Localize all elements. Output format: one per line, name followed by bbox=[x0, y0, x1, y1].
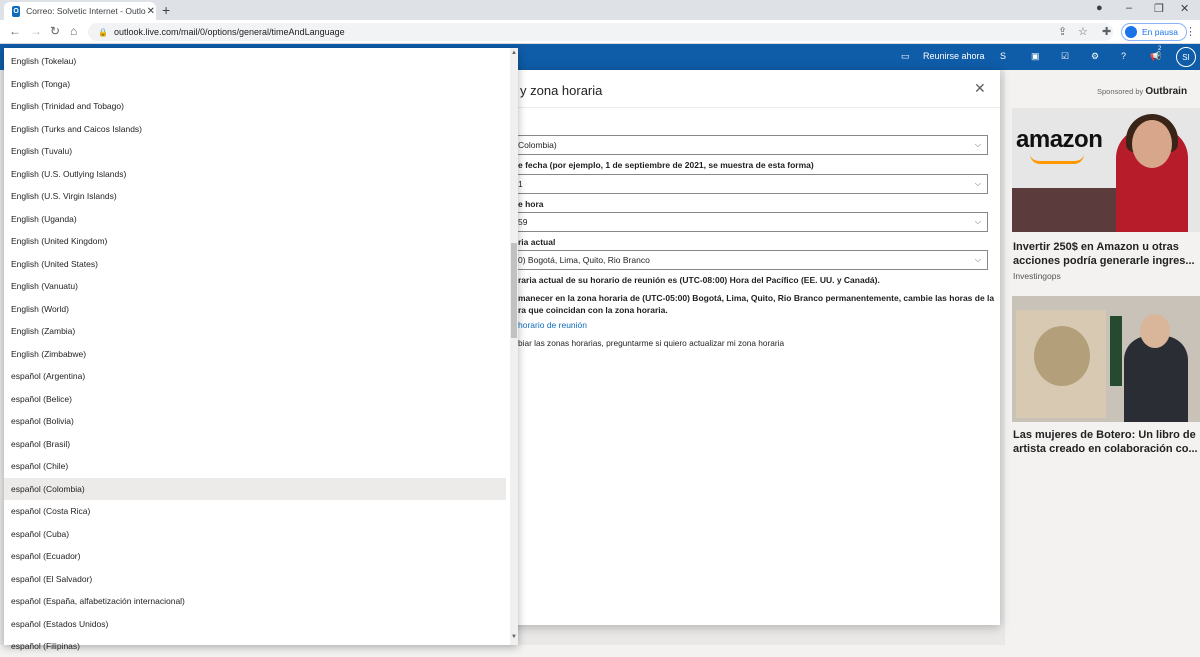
dropdown-option[interactable]: English (United States) bbox=[11, 258, 98, 269]
address-bar[interactable] bbox=[88, 23, 1113, 41]
amazon-smile-icon bbox=[1030, 154, 1084, 164]
time-format-select[interactable]: 59 ⌵ bbox=[506, 212, 988, 232]
amazon-logo: amazon bbox=[1016, 126, 1103, 153]
scroll-down-icon[interactable]: ▼ bbox=[511, 634, 517, 640]
ask-update-option[interactable]: biar las zonas horarias, preguntarme si quiero actualizar mi zona horaria bbox=[518, 338, 785, 348]
dropdown-option[interactable]: English (Tokelau) bbox=[11, 56, 77, 66]
scroll-up-icon[interactable]: ▲ bbox=[511, 50, 517, 56]
url-text: outlook.live.com/mail/0/options/general/timeAndLanguage bbox=[113, 27, 345, 37]
back-arrow-icon[interactable]: ← bbox=[9, 24, 21, 38]
forward-arrow-icon[interactable]: → bbox=[30, 24, 42, 38]
outlook-icon: O bbox=[13, 7, 19, 15]
settings-gear-icon[interactable]: ⚙ bbox=[1091, 51, 1100, 61]
dropdown-option[interactable]: español (España, alfabetización internacional) bbox=[11, 596, 185, 606]
notification-count: 2 bbox=[1158, 46, 1162, 52]
browser-tab-strip bbox=[0, 0, 1200, 20]
my-day-icon[interactable]: ☑ bbox=[1061, 51, 1070, 61]
tab-title: Correo: Solvetic Internet - Outlo bbox=[26, 6, 146, 16]
language-select[interactable]: Colombia) ⌵ bbox=[506, 135, 988, 155]
chevron-down-icon: ⌵ bbox=[974, 179, 981, 188]
stay-timezone-note: manecer en la zona horaria de (UTC-05:00) Bogotá, Lima, Quito, Rio Branco permanentemente, cambie las horas de la bbox=[518, 293, 995, 303]
stay-timezone-note-2: ra que coincidan con la zona horaria. bbox=[518, 305, 668, 315]
meet-now-button[interactable]: Reunirse ahora bbox=[923, 51, 985, 61]
dropdown-option[interactable]: español (Argentina) bbox=[11, 371, 86, 381]
meeting-timezone-note: raria actual de su horario de reunión es (UTC-08:00) Hora del Pacífico (EE. UU. y Canadá). bbox=[518, 275, 880, 285]
dropdown-option[interactable]: English (U.S. Outlying Islands) bbox=[11, 168, 127, 179]
dropdown-option[interactable]: English (World) bbox=[11, 303, 69, 314]
dropdown-option[interactable]: español (Bolivia) bbox=[11, 416, 74, 426]
ad1-title-line2[interactable]: acciones podría generarle ingres... bbox=[1013, 255, 1195, 267]
dropdown-option[interactable]: español (Costa Rica) bbox=[11, 506, 91, 516]
scroll-thumb[interactable] bbox=[511, 243, 517, 338]
bookmark-star-icon[interactable]: ☆ bbox=[1078, 26, 1088, 38]
browser-toolbar bbox=[0, 20, 1200, 44]
close-tab-icon[interactable]: ✕ bbox=[146, 5, 156, 17]
ad2-title-line2[interactable]: artista creado en colaboración co... bbox=[1013, 443, 1198, 455]
meeting-hours-link[interactable]: horario de reunión bbox=[518, 320, 587, 330]
timezone-select[interactable]: 0) Bogotá, Lima, Quito, Rio Branco ⌵ bbox=[506, 250, 988, 270]
date-format-label: e fecha (por ejemplo, 1 de septiembre de 2021, se muestra de esta forma) bbox=[518, 160, 814, 170]
lock-icon: 🔒 bbox=[98, 27, 108, 37]
dropdown-option[interactable]: English (Zambia) bbox=[11, 326, 76, 336]
profile-paused-button[interactable] bbox=[1121, 23, 1187, 41]
dropdown-option[interactable]: English (Tuvalu) bbox=[11, 146, 73, 156]
help-icon[interactable]: ? bbox=[1121, 51, 1127, 61]
extensions-icon[interactable]: ✚ bbox=[1102, 26, 1112, 38]
ad1-source: Investingops bbox=[1013, 271, 1061, 281]
skype-icon[interactable]: S bbox=[1000, 51, 1007, 61]
dropdown-option[interactable]: español (Cuba) bbox=[11, 528, 70, 539]
settings-modal bbox=[506, 70, 1000, 625]
ad2-title[interactable]: Las mujeres de Botero: Un libro de bbox=[1013, 429, 1196, 441]
chrome-menu-icon[interactable]: ⋮ bbox=[1185, 26, 1196, 38]
dropdown-option[interactable]: español (Filipinas) bbox=[11, 641, 80, 651]
ad-image-botero[interactable] bbox=[1012, 296, 1200, 422]
chevron-down-icon: ⌵ bbox=[974, 140, 981, 149]
dropdown-option[interactable]: English (Trinidad and Tobago) bbox=[11, 101, 124, 111]
megaphone-icon[interactable]: 📢 bbox=[1150, 51, 1162, 61]
dropdown-scrollbar[interactable] bbox=[510, 48, 518, 645]
close-window-button[interactable]: ✕ bbox=[1180, 3, 1190, 15]
profile-status: En pausa bbox=[1142, 27, 1178, 37]
ad1-title[interactable]: Invertir 250$ en Amazon u otras bbox=[1013, 241, 1179, 253]
browser-tab[interactable] bbox=[4, 2, 156, 20]
chrome-menu-dot-icon[interactable]: ● bbox=[1096, 2, 1103, 14]
dropdown-option[interactable]: English (Zimbabwe) bbox=[11, 348, 87, 359]
avatar[interactable]: SI bbox=[1176, 47, 1196, 67]
office-icon[interactable]: ▣ bbox=[1031, 51, 1040, 61]
language-dropdown-list bbox=[4, 48, 518, 651]
chevron-down-icon: ⌵ bbox=[974, 255, 981, 264]
dropdown-option[interactable]: English (United Kingdom) bbox=[11, 236, 108, 246]
dropdown-option[interactable]: español (Estados Unidos) bbox=[11, 618, 109, 629]
dropdown-option[interactable]: español (Colombia) bbox=[4, 478, 506, 500]
video-camera-icon[interactable]: ▭ bbox=[901, 51, 910, 61]
new-tab-button[interactable]: + bbox=[162, 2, 171, 18]
sponsored-label: Sponsored by Outbrain bbox=[1097, 86, 1188, 97]
dropdown-option[interactable]: español (Ecuador) bbox=[11, 551, 81, 561]
profile-avatar-icon bbox=[1125, 26, 1137, 38]
time-format-label: e hora bbox=[518, 199, 544, 209]
reload-icon[interactable]: ↻ bbox=[50, 24, 61, 38]
close-icon[interactable]: ✕ bbox=[974, 80, 986, 96]
dropdown-option[interactable]: English (Turks and Caicos Islands) bbox=[11, 123, 143, 134]
outbrain-logo: Outbrain bbox=[1145, 86, 1188, 97]
home-icon[interactable]: ⌂ bbox=[70, 24, 78, 38]
date-format-select[interactable]: 1 ⌵ bbox=[506, 174, 988, 194]
dropdown-option[interactable]: español (Belice) bbox=[11, 393, 72, 404]
dropdown-option[interactable]: español (El Salvador) bbox=[11, 573, 93, 584]
modal-title: y zona horaria bbox=[520, 83, 603, 98]
dropdown-option[interactable]: English (U.S. Virgin Islands) bbox=[11, 191, 117, 201]
minimize-button[interactable]: – bbox=[1126, 2, 1133, 14]
share-icon[interactable]: ⇪ bbox=[1058, 26, 1068, 38]
dropdown-option[interactable]: English (Uganda) bbox=[11, 213, 77, 224]
chevron-down-icon: ⌵ bbox=[974, 217, 981, 226]
dropdown-option[interactable]: español (Chile) bbox=[11, 461, 69, 471]
dropdown-option[interactable]: español (Brasil) bbox=[11, 438, 71, 449]
dropdown-option[interactable]: English (Vanuatu) bbox=[11, 281, 78, 291]
maximize-button[interactable]: ❐ bbox=[1154, 3, 1164, 15]
timezone-label: ria actual bbox=[518, 237, 556, 247]
ad-image-amazon[interactable] bbox=[1012, 108, 1200, 232]
dropdown-option[interactable]: English (Tonga) bbox=[11, 78, 71, 89]
